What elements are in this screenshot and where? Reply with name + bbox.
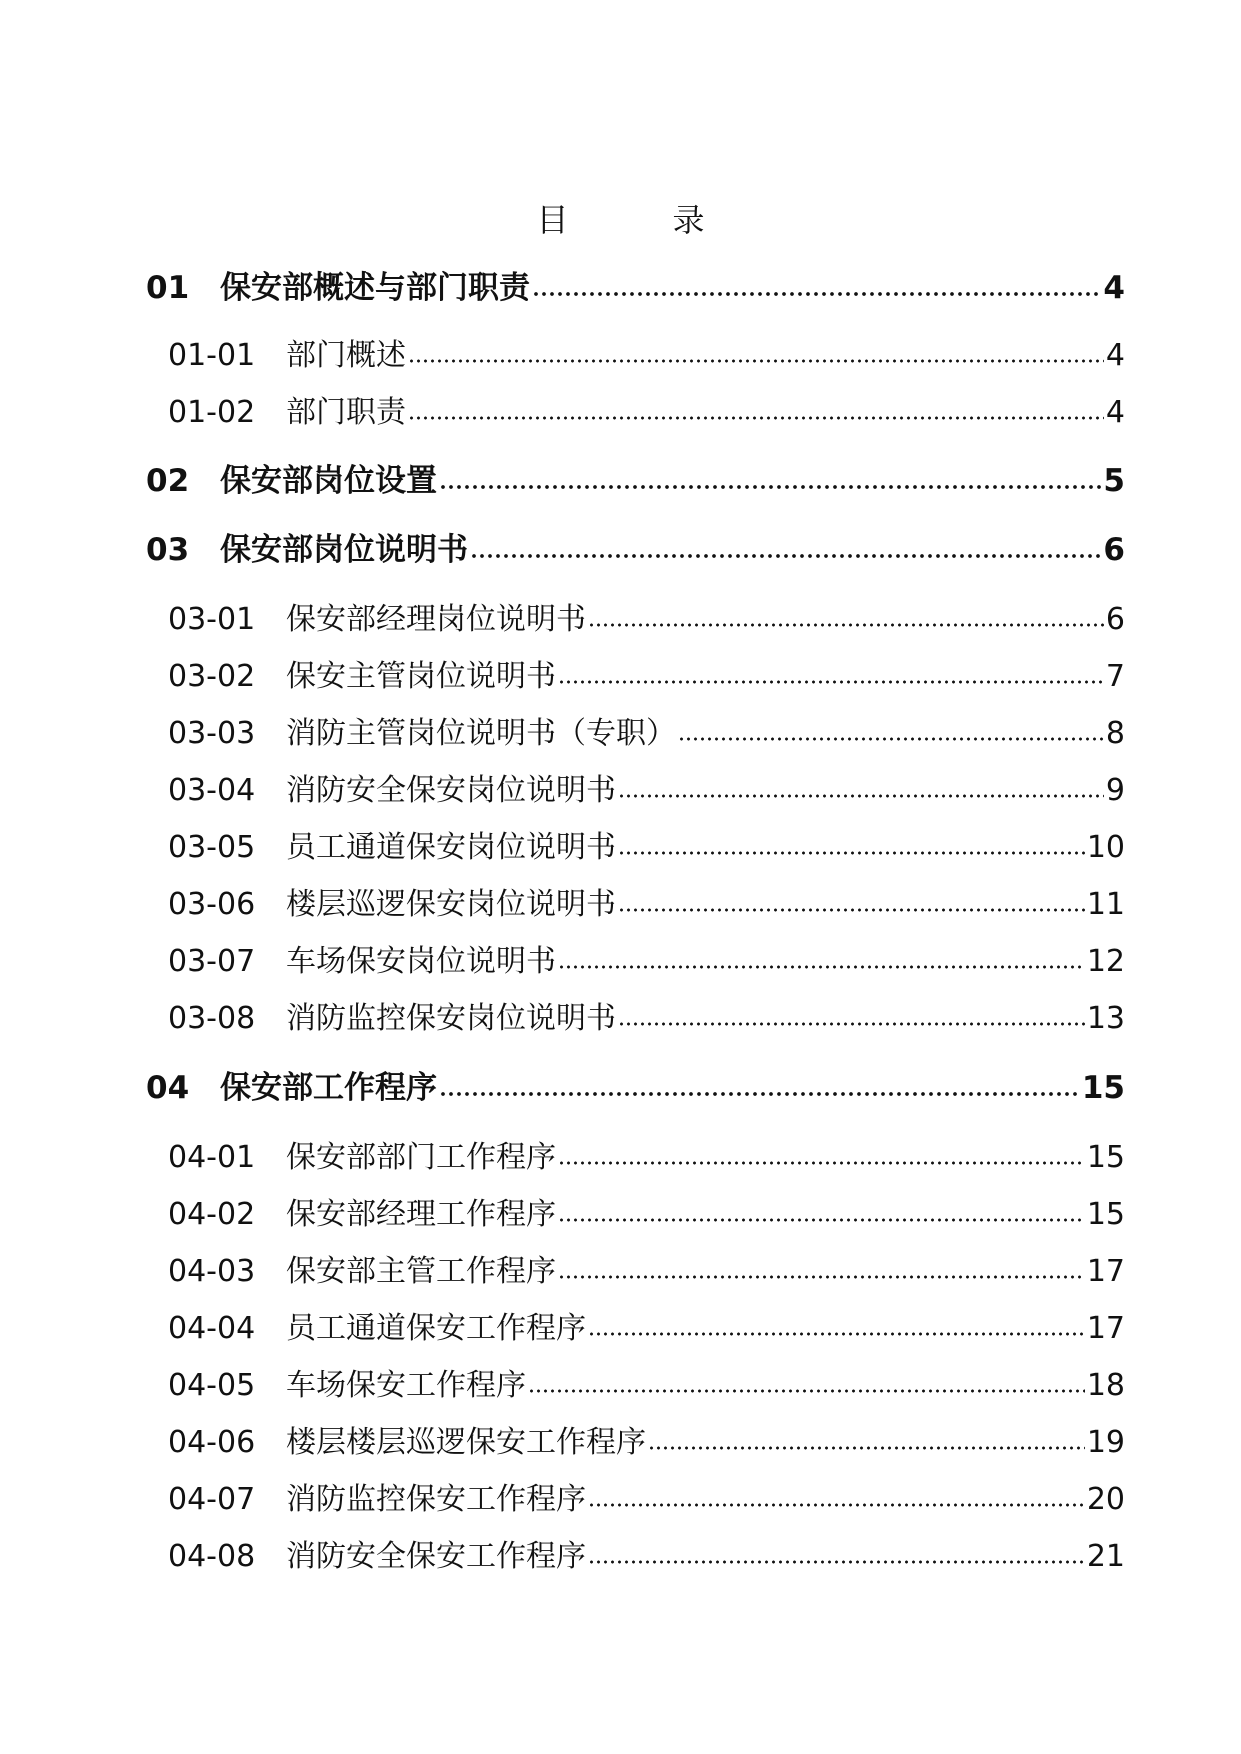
toc-entry-title: 保安部主管工作程序: [286, 1254, 556, 1289]
toc-entry-number: 03-07: [168, 944, 256, 979]
toc-entry[interactable]: [168, 1309, 1125, 1349]
toc-entry-page: 12: [1086, 944, 1125, 979]
toc-entry-page: 4: [1105, 338, 1125, 373]
toc-entry[interactable]: [168, 1537, 1125, 1577]
toc-dot-leader: [618, 793, 1104, 799]
toc-dot-leader: [408, 358, 1104, 364]
toc-entry-number: 03: [146, 532, 190, 568]
toc-entry-title: 保安部岗位设置: [220, 463, 437, 499]
toc-entry-page: 11: [1086, 887, 1125, 922]
toc-dot-leader: [588, 1502, 1085, 1508]
toc-entry-title: 员工通道保安工作程序: [286, 1311, 586, 1346]
toc-entry-title: 保安部概述与部门职责: [220, 270, 530, 306]
toc-entry-title: 楼层楼层巡逻保安工作程序: [286, 1425, 646, 1460]
toc-entry-title: 保安部经理岗位说明书: [286, 602, 586, 637]
toc-entry-page: 4: [1103, 270, 1125, 306]
toc-entry-title: 消防监控保安岗位说明书: [286, 1001, 616, 1036]
toc-entry-page: 21: [1086, 1539, 1125, 1574]
toc-entry-number: 03-02: [168, 659, 256, 694]
toc-dot-leader: [588, 1559, 1085, 1565]
toc-dot-leader: [558, 964, 1085, 970]
toc-entry-number: 03-01: [168, 602, 256, 637]
toc-entry-title: 消防监控保安工作程序: [286, 1482, 586, 1517]
toc-dot-leader: [588, 1331, 1085, 1337]
toc-entry[interactable]: [168, 942, 1125, 982]
toc-dot-leader: [439, 1091, 1080, 1097]
toc-entry-page: 15: [1081, 1070, 1125, 1106]
toc-entry-number: 04-08: [168, 1539, 256, 1574]
toc-dot-leader: [532, 291, 1101, 297]
toc-entry-page: 6: [1105, 602, 1125, 637]
toc-entry-number: 04-05: [168, 1368, 256, 1403]
toc-entry-page: 5: [1103, 463, 1125, 499]
toc-entry-title: 楼层巡逻保安岗位说明书: [286, 887, 616, 922]
toc-entry-title: 保安部部门工作程序: [286, 1140, 556, 1175]
toc-entry[interactable]: [146, 268, 1125, 308]
toc-entry-title: 车场保安工作程序: [286, 1368, 526, 1403]
toc-dot-leader: [528, 1388, 1085, 1394]
toc-entry-number: 03-05: [168, 830, 256, 865]
toc-entry-number: 04-07: [168, 1482, 256, 1517]
toc-dot-leader: [558, 1274, 1085, 1280]
toc-entry-title: 部门职责: [286, 395, 406, 430]
toc-entry[interactable]: [146, 461, 1125, 501]
toc-entry[interactable]: [168, 828, 1125, 868]
toc-entry-number: 03-04: [168, 773, 256, 808]
toc-entry-page: 13: [1086, 1001, 1125, 1036]
toc-dot-leader: [558, 1160, 1085, 1166]
toc-entry-number: 04-01: [168, 1140, 256, 1175]
toc-dot-leader: [558, 1217, 1085, 1223]
toc-entry[interactable]: [168, 393, 1125, 433]
toc-entry[interactable]: [146, 530, 1125, 570]
toc-dot-leader: [439, 484, 1101, 490]
toc-entry[interactable]: [168, 1480, 1125, 1520]
toc-title: 目 录: [536, 201, 741, 239]
toc-dot-leader: [618, 850, 1085, 856]
toc-entry-page: 7: [1105, 659, 1125, 694]
toc-dot-leader: [678, 736, 1104, 742]
toc-entry-page: 6: [1103, 532, 1125, 568]
toc-entry[interactable]: [168, 1138, 1125, 1178]
toc-dot-leader: [618, 1021, 1085, 1027]
toc-entry-page: 9: [1105, 773, 1125, 808]
toc-dot-leader: [588, 622, 1104, 628]
toc-entry-title: 保安部工作程序: [220, 1070, 437, 1106]
toc-entry-number: 04-03: [168, 1254, 256, 1289]
toc-entry[interactable]: [168, 657, 1125, 697]
toc-entry-title: 保安部经理工作程序: [286, 1197, 556, 1232]
toc-entry-title: 车场保安岗位说明书: [286, 944, 556, 979]
toc-entry-title: 保安部岗位说明书: [220, 532, 468, 568]
toc-entry-page: 17: [1086, 1254, 1125, 1289]
toc-entry[interactable]: [168, 1423, 1125, 1463]
toc-dot-leader: [558, 679, 1104, 685]
toc-entry-number: 01-02: [168, 395, 256, 430]
toc-entry[interactable]: [146, 1068, 1125, 1108]
toc-entry-number: 04-04: [168, 1311, 256, 1346]
toc-dot-leader: [470, 553, 1101, 559]
toc-entry-title: 消防安全保安岗位说明书: [286, 773, 616, 808]
toc-entry-number: 01-01: [168, 338, 256, 373]
toc-entry-page: 17: [1086, 1311, 1125, 1346]
toc-entry-page: 8: [1105, 716, 1125, 751]
toc-entry-number: 02: [146, 463, 190, 499]
toc-entry-title: 部门概述: [286, 338, 406, 373]
toc-dot-leader: [408, 415, 1104, 421]
toc-entry-number: 01: [146, 270, 190, 306]
toc-entry[interactable]: [168, 999, 1125, 1039]
toc-entry[interactable]: [168, 600, 1125, 640]
toc-entry-title: 保安主管岗位说明书: [286, 659, 556, 694]
toc-entry-page: 4: [1105, 395, 1125, 430]
toc-entry[interactable]: [168, 714, 1125, 754]
toc-entry-number: 03-08: [168, 1001, 256, 1036]
toc-entry[interactable]: [168, 771, 1125, 811]
toc-entry-number: 04: [146, 1070, 190, 1106]
toc-entry-number: 04-06: [168, 1425, 256, 1460]
toc-entry-title: 消防安全保安工作程序: [286, 1539, 586, 1574]
toc-entry-page: 15: [1086, 1197, 1125, 1232]
toc-entry-number: 04-02: [168, 1197, 256, 1232]
toc-entry-page: 20: [1086, 1482, 1125, 1517]
toc-entry[interactable]: [168, 336, 1125, 376]
toc-entry-page: 15: [1086, 1140, 1125, 1175]
toc-entry-number: 03-03: [168, 716, 256, 751]
toc-entry[interactable]: [168, 885, 1125, 925]
toc-dot-leader: [618, 907, 1085, 913]
toc-dot-leader: [648, 1445, 1085, 1451]
toc-entry-title: 员工通道保安岗位说明书: [286, 830, 616, 865]
toc-entry[interactable]: [168, 1366, 1125, 1406]
toc-entry-page: 19: [1086, 1425, 1125, 1460]
toc-entry-page: 10: [1086, 830, 1125, 865]
toc-entry[interactable]: [168, 1195, 1125, 1235]
toc-entry-title: 消防主管岗位说明书（专职）: [286, 716, 676, 751]
toc-entry-page: 18: [1086, 1368, 1125, 1403]
toc-entry[interactable]: [168, 1252, 1125, 1292]
toc-entry-number: 03-06: [168, 887, 256, 922]
